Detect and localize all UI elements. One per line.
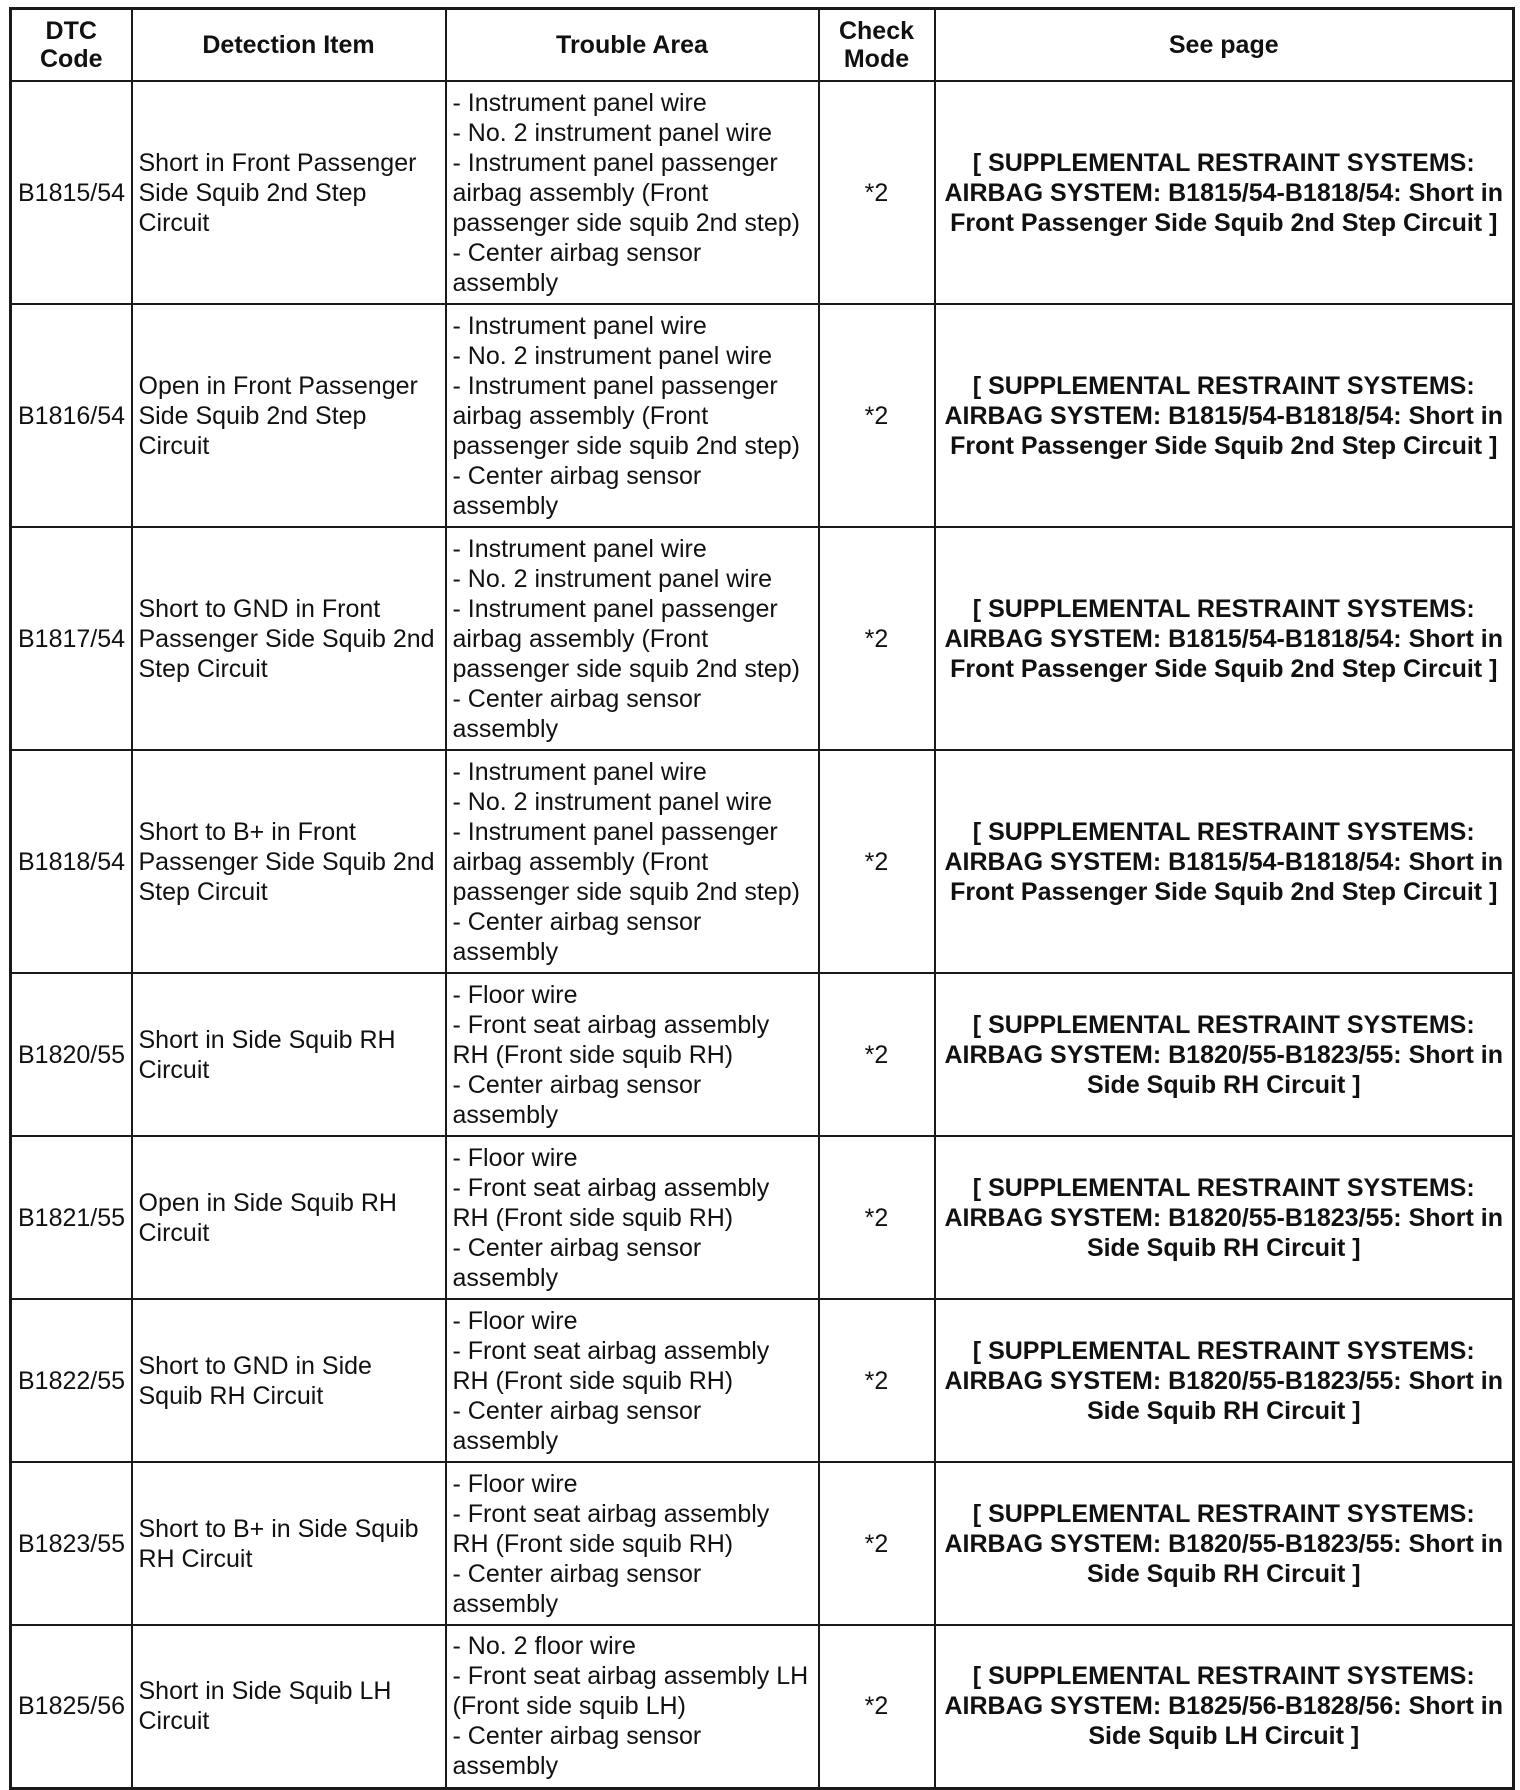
trouble-area-line: - Center airbag sensor assembly [452,1722,702,1781]
detection-item-cell: Short in Side Squib RH Circuit [132,973,446,1136]
dtc-table-container [9,7,1512,1790]
dtc-code-cell: B1815/54 [11,81,132,304]
header-check-mode-line1: Check [838,17,915,45]
detection-item-cell: Short to GND in Side Squib RH Circuit [132,1299,446,1462]
trouble-area-cell [446,750,819,973]
trouble-area-line: - Floor wire [452,1469,578,1498]
trouble-area-line: - Center airbag sensor assembly [452,1559,702,1618]
trouble-area-line: - Floor wire [452,980,578,1009]
table-row [11,1299,1514,1462]
dtc-code-cell: B1822/55 [11,1299,132,1462]
trouble-area-cell [446,1136,819,1299]
trouble-area-line: - Center airbag sensor assembly [452,238,702,297]
dtc-code-cell: B1825/56 [11,1625,132,1788]
see-page-link[interactable]: [ SUPPLEMENTAL RESTRAINT SYSTEMS: AIRBAG SYSTEM: B1820/55-B1823/55: Short in Side Squib RH Circuit ] [935,973,1514,1136]
trouble-area-cell [446,973,819,1136]
detection-item-cell: Short to GND in Front Passenger Side Squib 2nd Step Circuit [132,527,446,750]
trouble-area-line: - No. 2 instrument panel wire [452,564,773,593]
check-mode-cell: *2 [819,973,935,1136]
trouble-area-line: - Center airbag sensor assembly [452,1396,702,1455]
trouble-area-line: - Floor wire [452,1306,578,1335]
trouble-area-cell [446,1299,819,1462]
trouble-area-line: - Front seat airbag assembly RH (Front side squib RH) [452,1173,770,1232]
table-row [11,973,1514,1136]
check-mode-cell: *2 [819,304,935,527]
check-mode-cell: *2 [819,1462,935,1625]
trouble-area-cell [446,527,819,750]
detection-item-cell: Short in Side Squib LH Circuit [132,1625,446,1788]
check-mode-cell: *2 [819,1625,935,1788]
dtc-code-cell: B1821/55 [11,1136,132,1299]
trouble-area-line: - Instrument panel passenger airbag assembly (Front passenger side squib 2nd step) [452,148,800,237]
trouble-area-line: - Center airbag sensor assembly [452,461,702,520]
table-row [11,1462,1514,1625]
detection-item-cell: Short to B+ in Front Passenger Side Squib 2nd Step Circuit [132,750,446,973]
dtc-code-cell: B1816/54 [11,304,132,527]
see-page-link[interactable]: [ SUPPLEMENTAL RESTRAINT SYSTEMS: AIRBAG SYSTEM: B1820/55-B1823/55: Short in Side Squib RH Circuit ] [935,1136,1514,1299]
trouble-area-line: - Front seat airbag assembly RH (Front side squib RH) [452,1336,770,1395]
trouble-area-line: - Front seat airbag assembly RH (Front side squib RH) [452,1010,770,1069]
trouble-area-line: - Center airbag sensor assembly [452,1233,702,1292]
trouble-area-line: - No. 2 instrument panel wire [452,118,773,147]
trouble-area-line: - Instrument panel wire [452,757,707,786]
header-trouble-area: Trouble Area [446,9,819,82]
table-row [11,304,1514,527]
header-check-mode-line2: Mode [843,45,910,73]
trouble-area-cell [446,1625,819,1788]
table-header-row [11,9,1514,82]
detection-item-cell: Open in Front Passenger Side Squib 2nd Step Circuit [132,304,446,527]
check-mode-cell: *2 [819,750,935,973]
dtc-table [9,7,1515,1790]
table-row [11,1136,1514,1299]
header-detection-item: Detection Item [132,9,446,82]
dtc-code-cell: B1820/55 [11,973,132,1136]
check-mode-cell: *2 [819,81,935,304]
trouble-area-line: - Floor wire [452,1143,578,1172]
dtc-code-cell: B1818/54 [11,750,132,973]
trouble-area-line: - Instrument panel wire [452,88,707,117]
trouble-area-cell [446,1462,819,1625]
dtc-code-cell: B1817/54 [11,527,132,750]
trouble-area-line: - No. 2 instrument panel wire [452,341,773,370]
header-check-mode [819,9,935,82]
trouble-area-cell [446,304,819,527]
detection-item-cell: Short in Front Passenger Side Squib 2nd Step Circuit [132,81,446,304]
header-see-page: See page [935,9,1514,82]
trouble-area-line: - Instrument panel passenger airbag assembly (Front passenger side squib 2nd step) [452,371,800,460]
header-dtc-code [11,9,132,82]
trouble-area-line: - Center airbag sensor assembly [452,907,702,966]
trouble-area-line: - Instrument panel wire [452,534,707,563]
detection-item-cell: Short to B+ in Side Squib RH Circuit [132,1462,446,1625]
dtc-code-cell: B1823/55 [11,1462,132,1625]
header-dtc-code-line2: Code [40,45,103,73]
see-page-link[interactable]: [ SUPPLEMENTAL RESTRAINT SYSTEMS: AIRBAG SYSTEM: B1825/56-B1828/56: Short in Side Squib LH Circuit ] [935,1625,1514,1788]
see-page-link[interactable]: [ SUPPLEMENTAL RESTRAINT SYSTEMS: AIRBAG SYSTEM: B1815/54-B1818/54: Short in Front Passenger Side Squib 2nd Step Circuit ] [935,304,1514,527]
trouble-area-line: - Center airbag sensor assembly [452,1070,702,1129]
trouble-area-line: - Instrument panel passenger airbag assembly (Front passenger side squib 2nd step) [452,817,800,906]
trouble-area-line: - Center airbag sensor assembly [452,684,702,743]
see-page-link[interactable]: [ SUPPLEMENTAL RESTRAINT SYSTEMS: AIRBAG SYSTEM: B1815/54-B1818/54: Short in Front Passenger Side Squib 2nd Step Circuit ] [935,81,1514,304]
trouble-area-line: - Front seat airbag assembly RH (Front side squib RH) [452,1499,770,1558]
trouble-area-line: - Instrument panel wire [452,311,707,340]
header-dtc-code-line1: DTC [45,17,97,45]
table-row [11,81,1514,304]
trouble-area-cell [446,81,819,304]
table-row [11,1625,1514,1788]
trouble-area-line: - No. 2 floor wire [452,1632,636,1661]
trouble-area-line: - Instrument panel passenger airbag assembly (Front passenger side squib 2nd step) [452,594,800,683]
trouble-area-line: - No. 2 instrument panel wire [452,787,773,816]
check-mode-cell: *2 [819,527,935,750]
see-page-link[interactable]: [ SUPPLEMENTAL RESTRAINT SYSTEMS: AIRBAG SYSTEM: B1815/54-B1818/54: Short in Front Passenger Side Squib 2nd Step Circuit ] [935,750,1514,973]
trouble-area-line: - Front seat airbag assembly LH (Front side squib LH) [452,1662,809,1721]
detection-item-cell: Open in Side Squib RH Circuit [132,1136,446,1299]
check-mode-cell: *2 [819,1299,935,1462]
check-mode-cell: *2 [819,1136,935,1299]
table-row [11,750,1514,973]
see-page-link[interactable]: [ SUPPLEMENTAL RESTRAINT SYSTEMS: AIRBAG SYSTEM: B1820/55-B1823/55: Short in Side Squib RH Circuit ] [935,1299,1514,1462]
see-page-link[interactable]: [ SUPPLEMENTAL RESTRAINT SYSTEMS: AIRBAG SYSTEM: B1820/55-B1823/55: Short in Side Squib RH Circuit ] [935,1462,1514,1625]
table-row [11,527,1514,750]
see-page-link[interactable]: [ SUPPLEMENTAL RESTRAINT SYSTEMS: AIRBAG SYSTEM: B1815/54-B1818/54: Short in Front Passenger Side Squib 2nd Step Circuit ] [935,527,1514,750]
